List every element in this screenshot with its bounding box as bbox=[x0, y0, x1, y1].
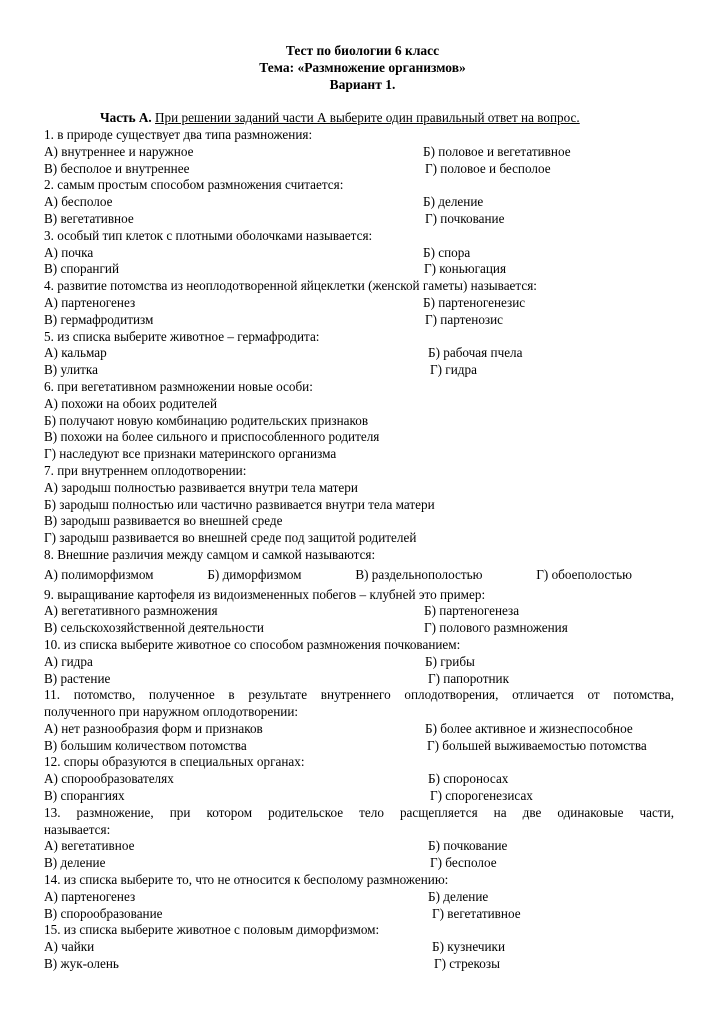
question-3: 3. особый тип клеток с плотными оболочками называется: bbox=[44, 227, 373, 243]
option-b: Б) кузнечики bbox=[432, 939, 506, 955]
question-5: 5. из списка выберите животное – гермафродита: bbox=[44, 328, 320, 344]
answer-row bbox=[44, 855, 674, 872]
answer-row bbox=[44, 738, 674, 755]
option-d: Г) наследуют все признаки материнского организма bbox=[44, 446, 337, 462]
option-b: Б) зародыш полностью или частично развивается внутри тела матери bbox=[44, 496, 435, 512]
option-d: Г) спорогенезисах bbox=[430, 788, 533, 804]
option-a: А) зародыш полностью развивается внутри тела матери bbox=[44, 479, 358, 495]
part-a-instructions bbox=[100, 110, 580, 127]
option-c: В) зародыш развивается во внешней среде bbox=[44, 513, 283, 529]
answer-row bbox=[44, 261, 674, 278]
option-b: Б) деление bbox=[428, 888, 489, 904]
option-b: Б) спора bbox=[423, 244, 471, 260]
option-b: Б) рабочая пчела bbox=[428, 345, 523, 361]
option-a: А) бесполое bbox=[44, 194, 113, 210]
answer-row bbox=[44, 906, 674, 923]
option-c: В) улитка bbox=[44, 362, 98, 378]
option-a: А) кальмар bbox=[44, 345, 107, 361]
question-13: 13. размножение, при котором родительское тело расщепляется на две одинаковые части, bbox=[44, 804, 674, 820]
question-10: 10. из списка выберите животное со способом размножения почкованием: bbox=[44, 636, 461, 652]
option-c: В) раздельнополостью bbox=[355, 566, 483, 582]
option-b: Б) деление bbox=[423, 194, 484, 210]
option-d: Г) половое и бесполое bbox=[425, 160, 551, 176]
option-c: В) сельскохозяйственной деятельности bbox=[44, 620, 264, 636]
question-7: 7. при внутреннем оплодотворении: bbox=[44, 462, 247, 478]
option-c: В) деление bbox=[44, 855, 106, 871]
answer-row bbox=[44, 567, 674, 584]
option-d: Г) папоротник bbox=[428, 670, 509, 686]
answer-row bbox=[44, 312, 674, 329]
question-8: 8. Внешние различия между самцом и самкой называются: bbox=[44, 546, 376, 562]
option-b: Б) грибы bbox=[425, 653, 475, 669]
answer-row bbox=[44, 211, 674, 228]
option-c: В) вегетативное bbox=[44, 210, 134, 226]
page-title: Тест по биологии 6 класс bbox=[285, 43, 440, 58]
option-a: А) вегетативное bbox=[44, 838, 135, 854]
question-1: 1. в природе существует два типа размножения: bbox=[44, 127, 313, 142]
questions-list bbox=[44, 127, 674, 973]
option-c: В) большим количеством потомства bbox=[44, 737, 247, 753]
option-c: В) растение bbox=[44, 670, 111, 686]
option-c: В) спорангий bbox=[44, 261, 120, 277]
option-a: А) полиморфизмом bbox=[44, 566, 154, 582]
option-b: Б) более активное и жизнеспособное bbox=[425, 720, 633, 736]
option-b: Б) получают новую комбинацию родительских признаков bbox=[44, 412, 369, 428]
option-d: Г) большей выживаемостью потомства bbox=[427, 737, 647, 753]
part-label: Часть А. bbox=[100, 110, 152, 125]
option-d: Г) обоеполостью bbox=[536, 566, 632, 582]
option-d: Г) коньюгация bbox=[424, 261, 507, 277]
option-b: Б) партеногенеза bbox=[424, 603, 520, 619]
question-4: 4. развитие потомства из неоплодотворенной яйцеклетки (женской гаметы) называется: bbox=[44, 278, 537, 294]
answer-row bbox=[44, 620, 674, 637]
option-a: А) нет разнообразия форм и признаков bbox=[44, 720, 263, 736]
answer-row bbox=[44, 194, 674, 211]
question-11: 11. потомство, полученное в результате внутреннего оплодотворения, отличается от потомства, bbox=[44, 687, 674, 703]
answer-row bbox=[44, 889, 674, 906]
variant-heading: Вариант 1. bbox=[329, 77, 396, 92]
option-a: А) партеногенез bbox=[44, 294, 136, 310]
option-a: А) почка bbox=[44, 244, 94, 260]
answer-row bbox=[44, 788, 674, 805]
answer-row bbox=[44, 144, 674, 161]
answer-row bbox=[44, 838, 674, 855]
option-d: Г) полового размножения bbox=[424, 620, 568, 636]
option-d: Г) партенозис bbox=[425, 311, 504, 327]
question-14: 14. из списка выберите то, что не относится к бесполому размножению: bbox=[44, 872, 449, 888]
question-12: 12. споры образуются в специальных органах: bbox=[44, 754, 305, 770]
answer-row bbox=[44, 362, 674, 379]
answer-row bbox=[44, 671, 674, 688]
answer-row bbox=[44, 161, 674, 178]
option-c: В) спорообразование bbox=[44, 905, 163, 921]
answer-row bbox=[44, 771, 674, 788]
option-a: А) вегетативного размножения bbox=[44, 603, 218, 619]
option-a: А) внутреннее и наружное bbox=[44, 143, 194, 159]
option-d: Г) гидра bbox=[430, 362, 477, 378]
option-a: А) чайки bbox=[44, 939, 95, 955]
option-d: Г) стрекозы bbox=[434, 956, 500, 972]
option-a: А) партеногенез bbox=[44, 888, 136, 904]
option-b: Б) половое и вегетативное bbox=[423, 143, 571, 159]
option-a: А) гидра bbox=[44, 653, 93, 669]
answer-row bbox=[44, 345, 674, 362]
option-c: В) похожи на более сильного и приспособленного родителя bbox=[44, 429, 380, 445]
answer-row bbox=[44, 939, 674, 956]
option-a: А) спорообразователях bbox=[44, 771, 174, 787]
option-c: В) бесполое и внутреннее bbox=[44, 160, 190, 176]
question-2: 2. самым простым способом размножения считается: bbox=[44, 177, 344, 193]
question-13-continued: называется: bbox=[44, 821, 111, 837]
option-b: Б) диморфизмом bbox=[207, 566, 302, 582]
option-b: Б) почкование bbox=[428, 838, 508, 854]
option-b: Б) партеногенезис bbox=[423, 294, 526, 310]
answer-row bbox=[44, 654, 674, 671]
topic-heading: Тема: «Размножение организмов» bbox=[259, 60, 466, 75]
question-6: 6. при вегетативном размножении новые особи: bbox=[44, 378, 313, 394]
answer-row bbox=[44, 956, 674, 973]
option-a: А) похожи на обоих родителей bbox=[44, 395, 218, 411]
answer-row bbox=[44, 295, 674, 312]
option-d: Г) бесполое bbox=[430, 855, 497, 871]
answer-row bbox=[44, 721, 674, 738]
option-d: Г) почкование bbox=[425, 210, 505, 226]
question-11-continued: полученного при наружном оплодотворении: bbox=[44, 704, 299, 720]
option-d: Г) зародыш развивается во внешней среде под защитой родителей bbox=[44, 530, 417, 546]
answer-row bbox=[44, 603, 674, 620]
option-c: В) гермафродитизм bbox=[44, 311, 154, 327]
option-c: В) жук-олень bbox=[44, 956, 119, 972]
question-15: 15. из списка выберите животное с половым диморфизмом: bbox=[44, 922, 380, 938]
option-d: Г) вегетативное bbox=[432, 905, 521, 921]
answer-row bbox=[44, 245, 674, 262]
question-9: 9. выращивание картофеля из видоизмененных побегов – клубней это пример: bbox=[44, 586, 486, 602]
instructions-text: При решении заданий части А выберите один правильный ответ на вопрос. bbox=[155, 110, 580, 125]
option-c: В) спорангиях bbox=[44, 788, 125, 804]
option-b: Б) спороносах bbox=[428, 771, 509, 787]
